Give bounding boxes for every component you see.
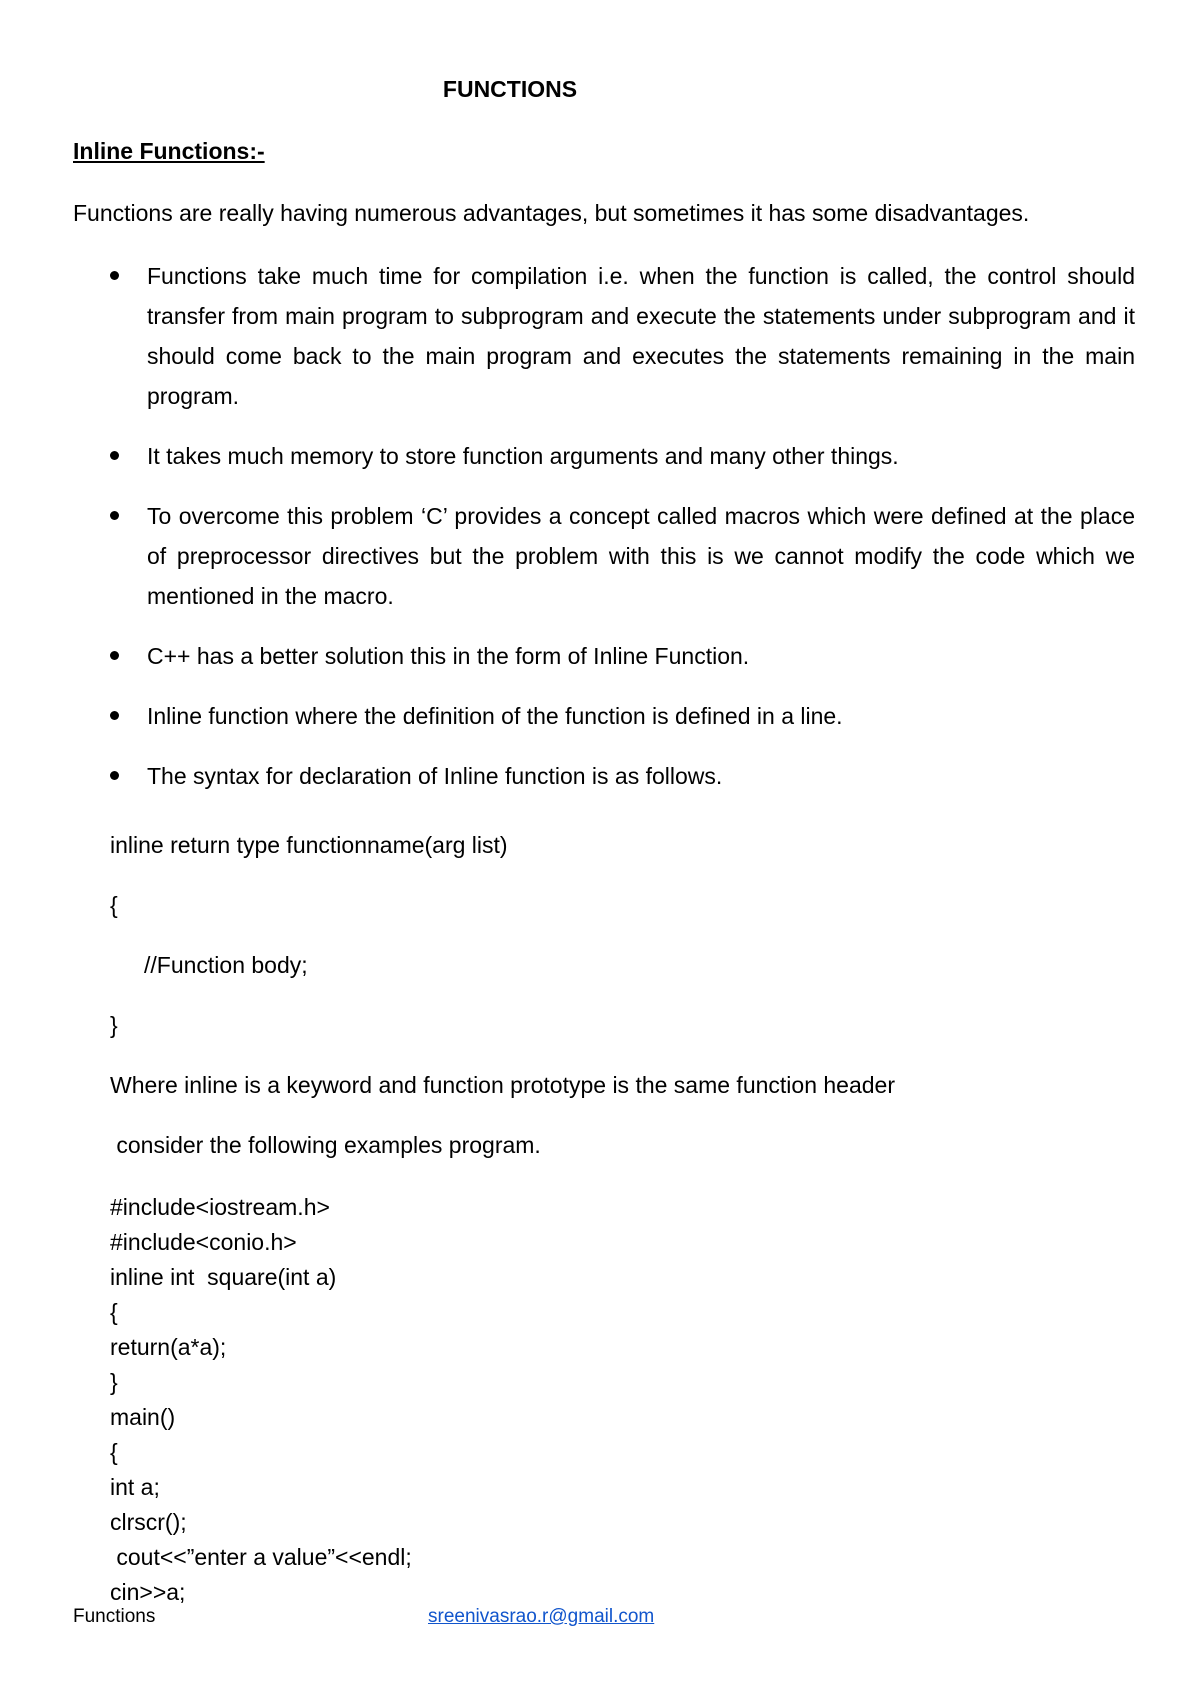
explanation-text: Where inline is a keyword and function prototype is the same function header xyxy=(110,1072,895,1098)
syntax-line: //Function body; xyxy=(144,952,308,978)
footer-label: Functions xyxy=(73,1606,156,1627)
bullet-icon xyxy=(110,651,119,660)
list-item xyxy=(110,496,1135,616)
bullet-icon xyxy=(110,771,119,780)
list-item xyxy=(110,256,1135,416)
example-intro-text: consider the following examples program. xyxy=(110,1132,541,1158)
list-item-text: Functions take much time for compilation i.e. when the function is called, the control should transfer from main program to subprogram and execute the statements under subprogram and it should come back to the main program and executes the statements remaining in the main program. xyxy=(147,263,1135,409)
list-item xyxy=(110,636,1135,676)
list-item-text: To overcome this problem ‘C’ provides a concept called macros which were defined at the place of preprocessor directives but the problem with this is we cannot modify the code which we mentioned in the macro. xyxy=(147,503,1135,609)
list-item xyxy=(110,756,1135,796)
code-line: #include<conio.h> xyxy=(110,1229,297,1255)
list-item-text: Inline function where the definition of the function is defined in a line. xyxy=(147,703,843,729)
syntax-line: { xyxy=(110,892,118,918)
bullet-icon xyxy=(110,711,119,720)
code-line: main() xyxy=(110,1404,176,1430)
list-item-text: C++ has a better solution this in the form of Inline Function. xyxy=(147,643,750,669)
list-item xyxy=(110,696,1135,736)
code-line: { xyxy=(110,1299,118,1325)
explanation-block xyxy=(110,1070,1130,1190)
footer-email-link[interactable]: sreenivasrao.r@gmail.com xyxy=(428,1606,655,1627)
code-line: cin>>a; xyxy=(110,1579,186,1605)
list-item-text: The syntax for declaration of Inline function is as follows. xyxy=(147,763,723,789)
code-line: return(a*a); xyxy=(110,1334,227,1360)
program-listing xyxy=(110,1190,412,1610)
intro-paragraph: Functions are really having numerous advantages, but sometimes it has some disadvantages. xyxy=(73,200,1030,226)
bullet-icon xyxy=(110,511,119,520)
syntax-block xyxy=(110,830,508,1070)
bullet-icon xyxy=(110,451,119,460)
code-line: clrscr(); xyxy=(110,1509,187,1535)
syntax-line: inline return type functionname(arg list) xyxy=(110,832,508,858)
bullet-icon xyxy=(110,271,119,280)
code-line: } xyxy=(110,1369,118,1395)
page-title xyxy=(0,76,1020,103)
code-line: { xyxy=(110,1439,118,1465)
code-line: #include<iostream.h> xyxy=(110,1194,330,1220)
bullet-list xyxy=(110,256,1135,816)
list-item-text: It takes much memory to store function arguments and many other things. xyxy=(147,443,899,469)
code-line: int a; xyxy=(110,1474,160,1500)
page-title-text: FUNCTIONS xyxy=(442,76,578,102)
code-line: cout<<”enter a value”<<endl; xyxy=(110,1544,412,1570)
code-line: inline int square(int a) xyxy=(110,1264,337,1290)
section-heading: Inline Functions:- xyxy=(73,138,265,164)
syntax-line: } xyxy=(110,1012,118,1038)
list-item xyxy=(110,436,1135,476)
